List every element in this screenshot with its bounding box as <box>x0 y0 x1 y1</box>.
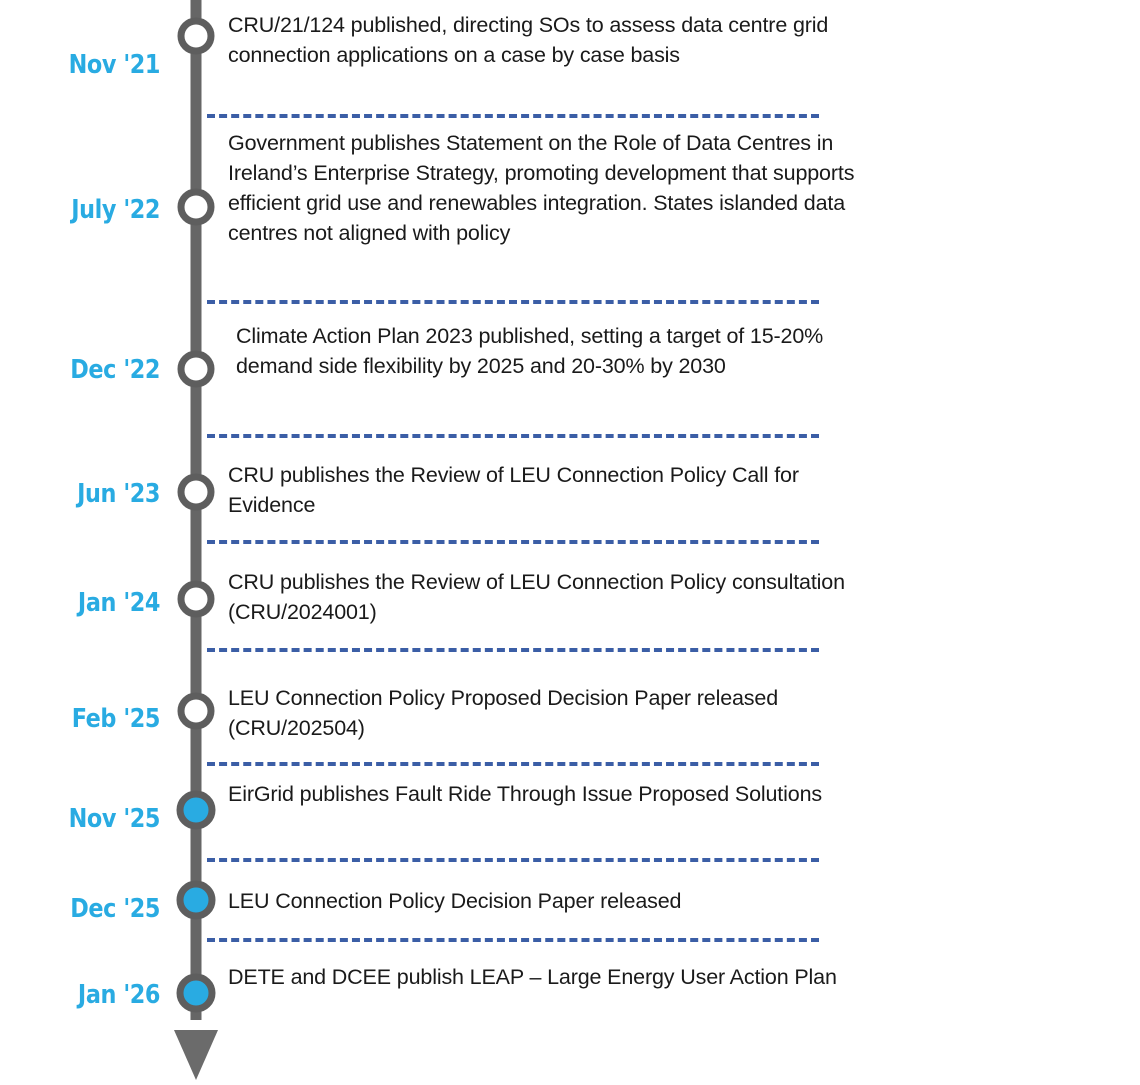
timeline-separator <box>207 648 819 652</box>
timeline-event-date: July '22 <box>71 195 160 225</box>
timeline-event-text: Climate Action Plan 2023 published, setting a target of 15-20% demand side flexibility by 2025 and 20-30% by 2030 <box>236 324 824 378</box>
timeline-event-date: Dec '25 <box>70 894 160 924</box>
timeline-marker-filled-icon <box>180 794 212 826</box>
timeline-marker-filled-icon <box>180 977 212 1009</box>
timeline-marker-hollow-icon <box>181 192 211 222</box>
timeline-separator <box>207 114 819 118</box>
timeline-marker-hollow-icon <box>181 696 211 726</box>
timeline-separator <box>207 858 819 862</box>
timeline-arrow-icon <box>174 1030 218 1080</box>
timeline-event-text: Government publishes Statement on the Role of Data Centres in Ireland’s Enterprise Strategy, promoting development that supports efficient grid use and renewables integration. States islanded data centres not aligned with policy <box>228 131 855 245</box>
timeline-separator <box>207 300 819 304</box>
timeline-event-date: Jan '24 <box>77 588 160 618</box>
timeline-marker-hollow-icon <box>181 354 211 384</box>
timeline-event-text: LEU Connection Policy Decision Paper released <box>228 889 682 913</box>
timeline-separator <box>207 434 819 438</box>
timeline-event-text: LEU Connection Policy Proposed Decision Paper released (CRU/202504) <box>228 686 779 740</box>
timeline-event-date: Feb '25 <box>71 704 160 734</box>
timeline-event-date: Jun '23 <box>77 479 160 509</box>
timeline-marker-hollow-icon <box>181 584 211 614</box>
timeline-event-text: CRU publishes the Review of LEU Connection Policy Call for Evidence <box>228 463 799 517</box>
timeline-event-date: Jan '26 <box>77 980 160 1010</box>
timeline-event-text: CRU/21/124 published, directing SOs to assess data centre grid connection applications on a case by case basis <box>228 13 829 67</box>
timeline-event-date: Nov '25 <box>68 804 160 834</box>
timeline-event-date: Dec '22 <box>70 355 160 385</box>
timeline-marker-hollow-icon <box>181 21 211 51</box>
timeline-separator <box>207 540 819 544</box>
timeline-event-date: Nov '21 <box>68 50 160 80</box>
timeline-separator <box>207 938 819 942</box>
timeline-event-text: EirGrid publishes Fault Ride Through Issue Proposed Solutions <box>228 782 822 806</box>
timeline-event-text: CRU publishes the Review of LEU Connection Policy consultation (CRU/2024001) <box>228 570 845 624</box>
timeline-separator <box>207 762 819 766</box>
timeline-marker-hollow-icon <box>181 477 211 507</box>
timeline-marker-filled-icon <box>180 884 212 916</box>
timeline-event-text: DETE and DCEE publish LEAP – Large Energy User Action Plan <box>228 965 837 989</box>
